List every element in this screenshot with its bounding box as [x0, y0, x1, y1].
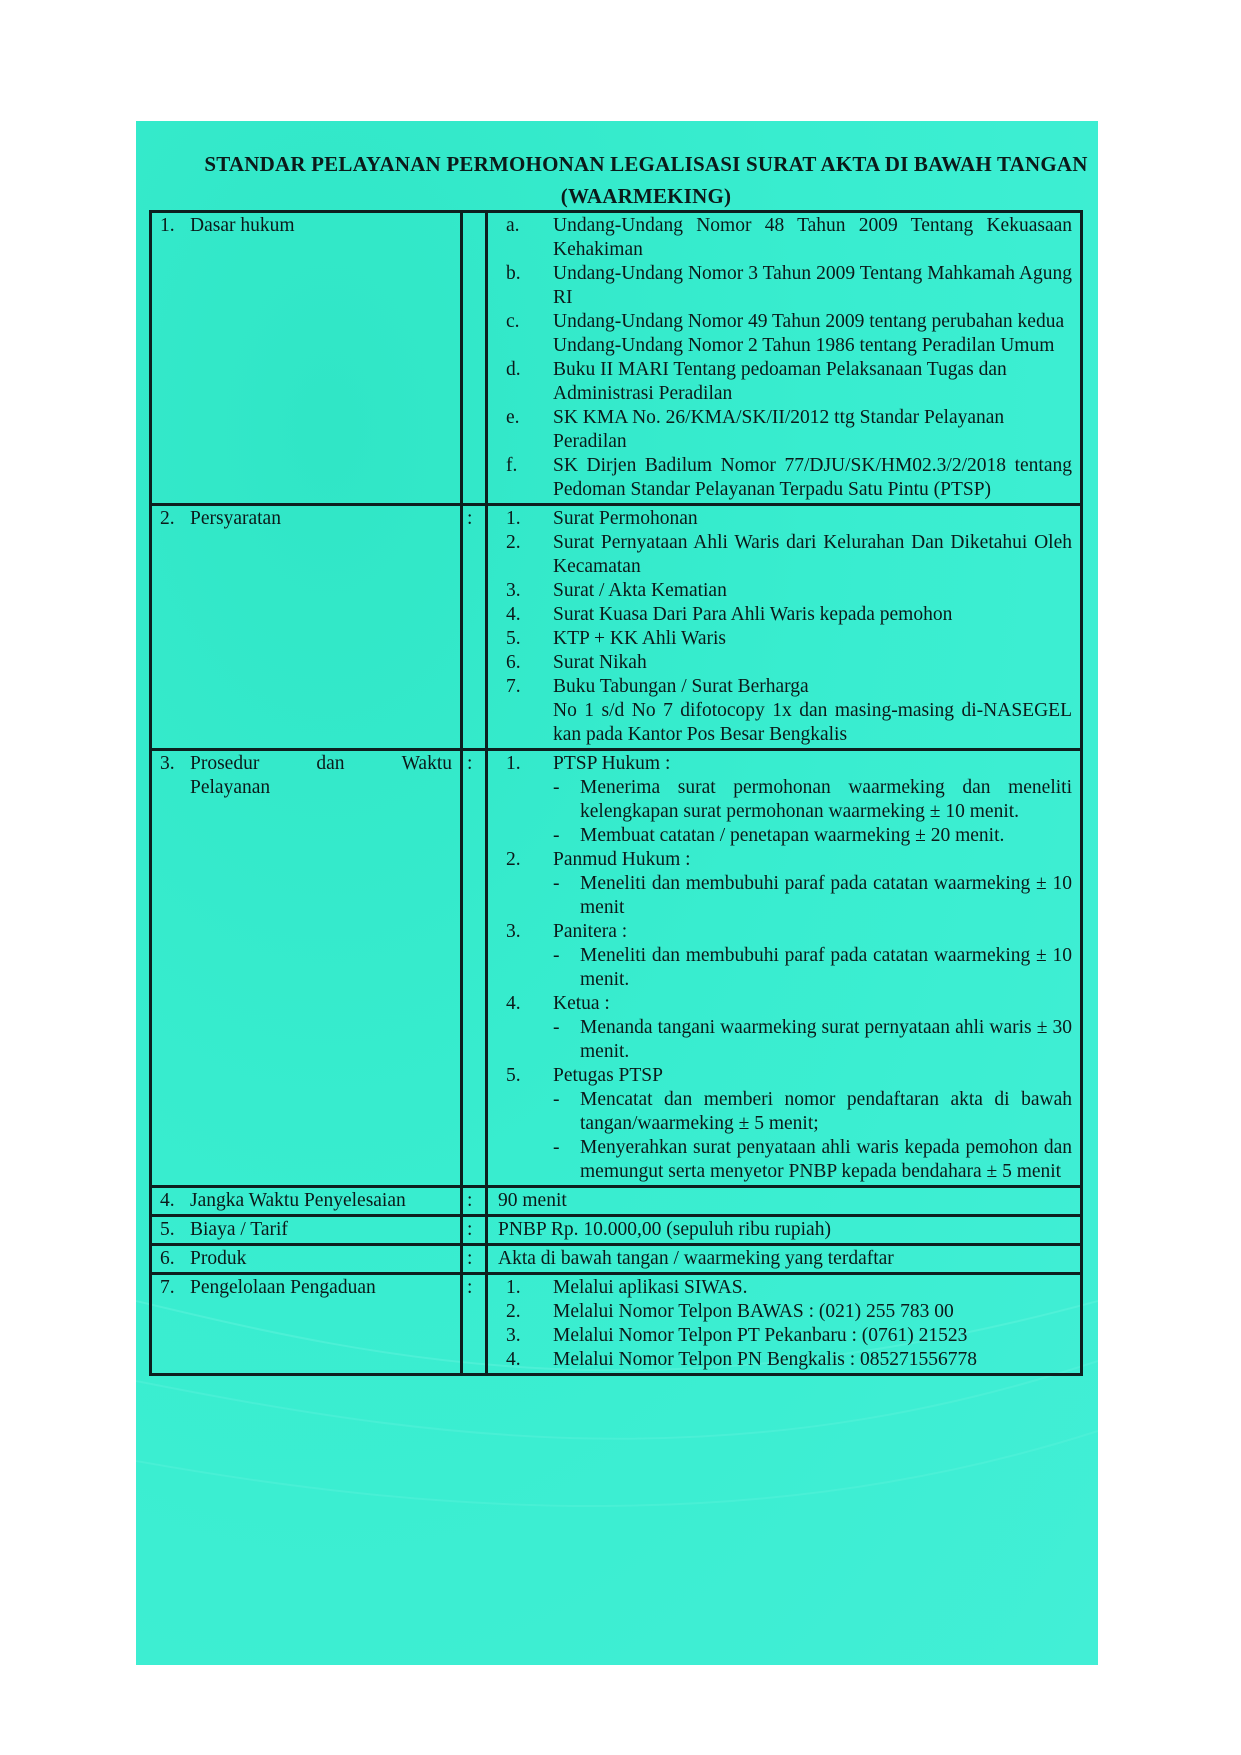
completion-time-value: 90 menit [498, 1190, 567, 1211]
dash-marker: - [553, 777, 560, 798]
list-item [496, 358, 1072, 406]
row-label-text: Jangka Waktu Penyelesaian [190, 1190, 406, 1211]
row-content [487, 505, 1082, 750]
step-detail [496, 1016, 1072, 1064]
detail-text: Menerima surat permohonan waarmeking dan meneliti kelengkapan surat permohonan waarmeking ± 10 menit. [580, 777, 1072, 822]
row-number: 5. [160, 1219, 175, 1240]
row-label-text: Persyaratan [190, 508, 281, 529]
row-label [151, 1274, 462, 1375]
list-text: Melalui aplikasi SIWAS. [553, 1277, 748, 1298]
list-marker: 3. [506, 580, 521, 601]
row-label-text: Biaya / Tarif [190, 1219, 288, 1240]
list-text: Undang-Undang Nomor 49 Tahun 2009 tentang perubahan kedua Undang-Undang Nomor 2 Tahun 1986 tentang Peradilan Umum [553, 311, 1065, 356]
table-row [151, 1245, 1082, 1274]
list-marker: 5. [506, 1065, 521, 1086]
row-separator: : [462, 1187, 487, 1216]
list-text: KTP + KK Ahli Waris [553, 628, 727, 649]
step-detail [496, 824, 1072, 848]
list-marker: e. [506, 407, 520, 428]
row-separator: : [462, 505, 487, 750]
list-item [496, 214, 1072, 262]
row-number: 6. [160, 1248, 175, 1269]
row-separator [462, 212, 487, 505]
fee-value: PNBP Rp. 10.000,00 (sepuluh ribu rupiah) [498, 1219, 831, 1240]
list-marker: 2. [506, 1301, 521, 1322]
list-item [496, 1348, 1072, 1372]
list-text: Melalui Nomor Telpon BAWAS : (021) 255 783 00 [553, 1301, 954, 1322]
list-marker: b. [506, 263, 521, 284]
list-text: Surat Kuasa Dari Para Ahli Waris kepada pemohon [553, 604, 953, 625]
row-number: 7. [160, 1277, 175, 1298]
dash-marker: - [553, 1017, 560, 1038]
row-label [151, 1216, 462, 1245]
procedure-list [496, 848, 1072, 872]
dash-marker: - [553, 945, 560, 966]
list-item [496, 675, 1072, 699]
list-item [496, 603, 1072, 627]
detail-text: Membuat catatan / penetapan waarmeking ± 20 menit. [580, 825, 1005, 846]
list-item [496, 627, 1072, 651]
list-item [496, 507, 1072, 531]
list-marker: 3. [506, 921, 521, 942]
list-text: Undang-Undang Nomor 3 Tahun 2009 Tentang Mahkamah Agung RI [553, 263, 1072, 308]
step-title: PTSP Hukum : [553, 753, 671, 774]
list-marker: 4. [506, 604, 521, 625]
list-marker: 1. [506, 508, 521, 529]
list-item [496, 1300, 1072, 1324]
service-standard-table [149, 210, 1083, 1376]
procedure-list [496, 920, 1072, 944]
list-item [496, 1324, 1072, 1348]
row-separator: : [462, 750, 487, 1187]
list-text: Buku II MARI Tentang pedoaman Pelaksanaan Tugas dan Administrasi Peradilan [553, 359, 1007, 404]
step-title: Panitera : [553, 921, 628, 942]
document-title: STANDAR PELAYANAN PERMOHONAN LEGALISASI SURAT AKTA DI BAWAH TANGAN (WAARMEKING) [204, 152, 1088, 208]
list-marker: a. [506, 215, 520, 236]
list-marker: c. [506, 311, 520, 332]
row-content [487, 1187, 1082, 1216]
procedure-step [496, 1064, 1072, 1088]
step-title: Petugas PTSP [553, 1065, 663, 1086]
procedure-list [496, 752, 1072, 776]
list-marker: f. [506, 455, 518, 476]
row-label-text: Pengelolaan Pengaduan [190, 1277, 376, 1298]
table-row [151, 750, 1082, 1187]
row-label-text: Dasar hukum [190, 215, 295, 236]
row-number: 2. [160, 508, 175, 529]
row-label-text [190, 752, 452, 800]
list-item [496, 1276, 1072, 1300]
step-detail [496, 872, 1072, 920]
list-text: Melalui Nomor Telpon PN Bengkalis : 085271556778 [553, 1349, 978, 1370]
detail-text: Menyerahkan surat penyataan ahli waris kepada pemohon dan memungut serta menyetor PNBP kepada bendahara ± 5 menit [580, 1137, 1072, 1182]
procedure-list [496, 992, 1072, 1016]
list-marker: 6. [506, 652, 521, 673]
list-text: Melalui Nomor Telpon PT Pekanbaru : (0761) 21523 [553, 1325, 968, 1346]
step-detail [496, 1088, 1072, 1136]
dash-marker: - [553, 1089, 560, 1110]
label-word: dan [316, 753, 345, 774]
list-text: Surat / Akta Kematian [553, 580, 727, 601]
row-label-text: Produk [190, 1248, 247, 1269]
dash-marker: - [553, 1137, 560, 1158]
row-separator: : [462, 1274, 487, 1375]
list-marker: 3. [506, 1325, 521, 1346]
label-word: Prosedur [190, 753, 260, 774]
dash-marker: - [553, 873, 560, 894]
list-item [496, 406, 1072, 454]
procedure-step [496, 920, 1072, 944]
list-text: Surat Nikah [553, 652, 647, 673]
step-details [496, 776, 1072, 848]
procedure-list [496, 1064, 1072, 1088]
row-label [151, 1187, 462, 1216]
legal-basis-list [496, 214, 1072, 502]
list-marker: 4. [506, 1349, 521, 1370]
list-text: Surat Pernyataan Ahli Waris dari Kelurahan Dan Diketahui Oleh Kecamatan [553, 532, 1072, 577]
label-word: Waktu [401, 753, 452, 774]
requirements-list [496, 507, 1072, 699]
table-row [151, 212, 1082, 505]
row-label [151, 505, 462, 750]
row-content [487, 1274, 1082, 1375]
procedure-step [496, 752, 1072, 776]
step-detail [496, 776, 1072, 824]
list-marker: 1. [506, 753, 521, 774]
dash-marker: - [553, 825, 560, 846]
table-row [151, 505, 1082, 750]
step-title: Ketua : [553, 993, 610, 1014]
row-content [487, 750, 1082, 1187]
procedure-step [496, 992, 1072, 1016]
row-separator: : [462, 1245, 487, 1274]
list-marker: 2. [506, 849, 521, 870]
row-number: 3. [160, 753, 175, 774]
row-separator: : [462, 1216, 487, 1245]
list-text: SK Dirjen Badilum Nomor 77/DJU/SK/HM02.3/2/2018 tentang Pedoman Standar Pelayanan Terpadu Satu Pintu (PTSP) [553, 455, 1072, 500]
step-detail [496, 1136, 1072, 1184]
list-marker: 1. [506, 1277, 521, 1298]
step-detail [496, 944, 1072, 992]
list-item [496, 579, 1072, 603]
list-item [496, 454, 1072, 502]
step-details [496, 872, 1072, 920]
row-content [487, 212, 1082, 505]
table-row [151, 1216, 1082, 1245]
list-text: SK KMA No. 26/KMA/SK/II/2012 ttg Standar Pelayanan Peradilan [553, 407, 1005, 452]
list-text: Surat Permohonan [553, 508, 698, 529]
detail-text: Menanda tangani waarmeking surat pernyataan ahli waris ± 30 menit. [580, 1017, 1072, 1062]
step-details [496, 944, 1072, 992]
row-number: 4. [160, 1190, 175, 1211]
row-content [487, 1216, 1082, 1245]
row-content [487, 1245, 1082, 1274]
row-label [151, 750, 462, 1187]
label-word: Pelayanan [190, 777, 271, 798]
detail-text: Meneliti dan membubuhi paraf pada catatan waarmeking ± 10 menit. [580, 945, 1072, 990]
procedure-step [496, 848, 1072, 872]
step-details [496, 1088, 1072, 1184]
row-number: 1. [160, 215, 175, 236]
complaint-channels-list [496, 1276, 1072, 1372]
list-marker: 4. [506, 993, 521, 1014]
requirements-note: No 1 s/d No 7 difotocopy 1x dan masing-masing di-NASEGEL kan pada Kantor Pos Besar Bengkalis [553, 700, 1072, 745]
list-item [496, 310, 1072, 358]
list-text: Undang-Undang Nomor 48 Tahun 2009 Tentang Kekuasaan Kehakiman [553, 215, 1072, 260]
product-value: Akta di bawah tangan / waarmeking yang terdaftar [498, 1248, 894, 1269]
table-row [151, 1274, 1082, 1375]
step-title: Panmud Hukum : [553, 849, 691, 870]
list-marker: d. [506, 359, 521, 380]
step-details [496, 1016, 1072, 1064]
table-row [151, 1187, 1082, 1216]
list-item [496, 651, 1072, 675]
list-marker: 7. [506, 676, 521, 697]
list-item [496, 531, 1072, 579]
list-marker: 2. [506, 532, 521, 553]
list-item [496, 262, 1072, 310]
row-label [151, 212, 462, 505]
detail-text: Mencatat dan memberi nomor pendaftaran akta di bawah tangan/waarmeking ± 5 menit; [580, 1089, 1072, 1134]
detail-text: Meneliti dan membubuhi paraf pada catatan waarmeking ± 10 menit [580, 873, 1072, 918]
row-label [151, 1245, 462, 1274]
list-text: Buku Tabungan / Surat Berharga [553, 676, 809, 697]
list-marker: 5. [506, 628, 521, 649]
